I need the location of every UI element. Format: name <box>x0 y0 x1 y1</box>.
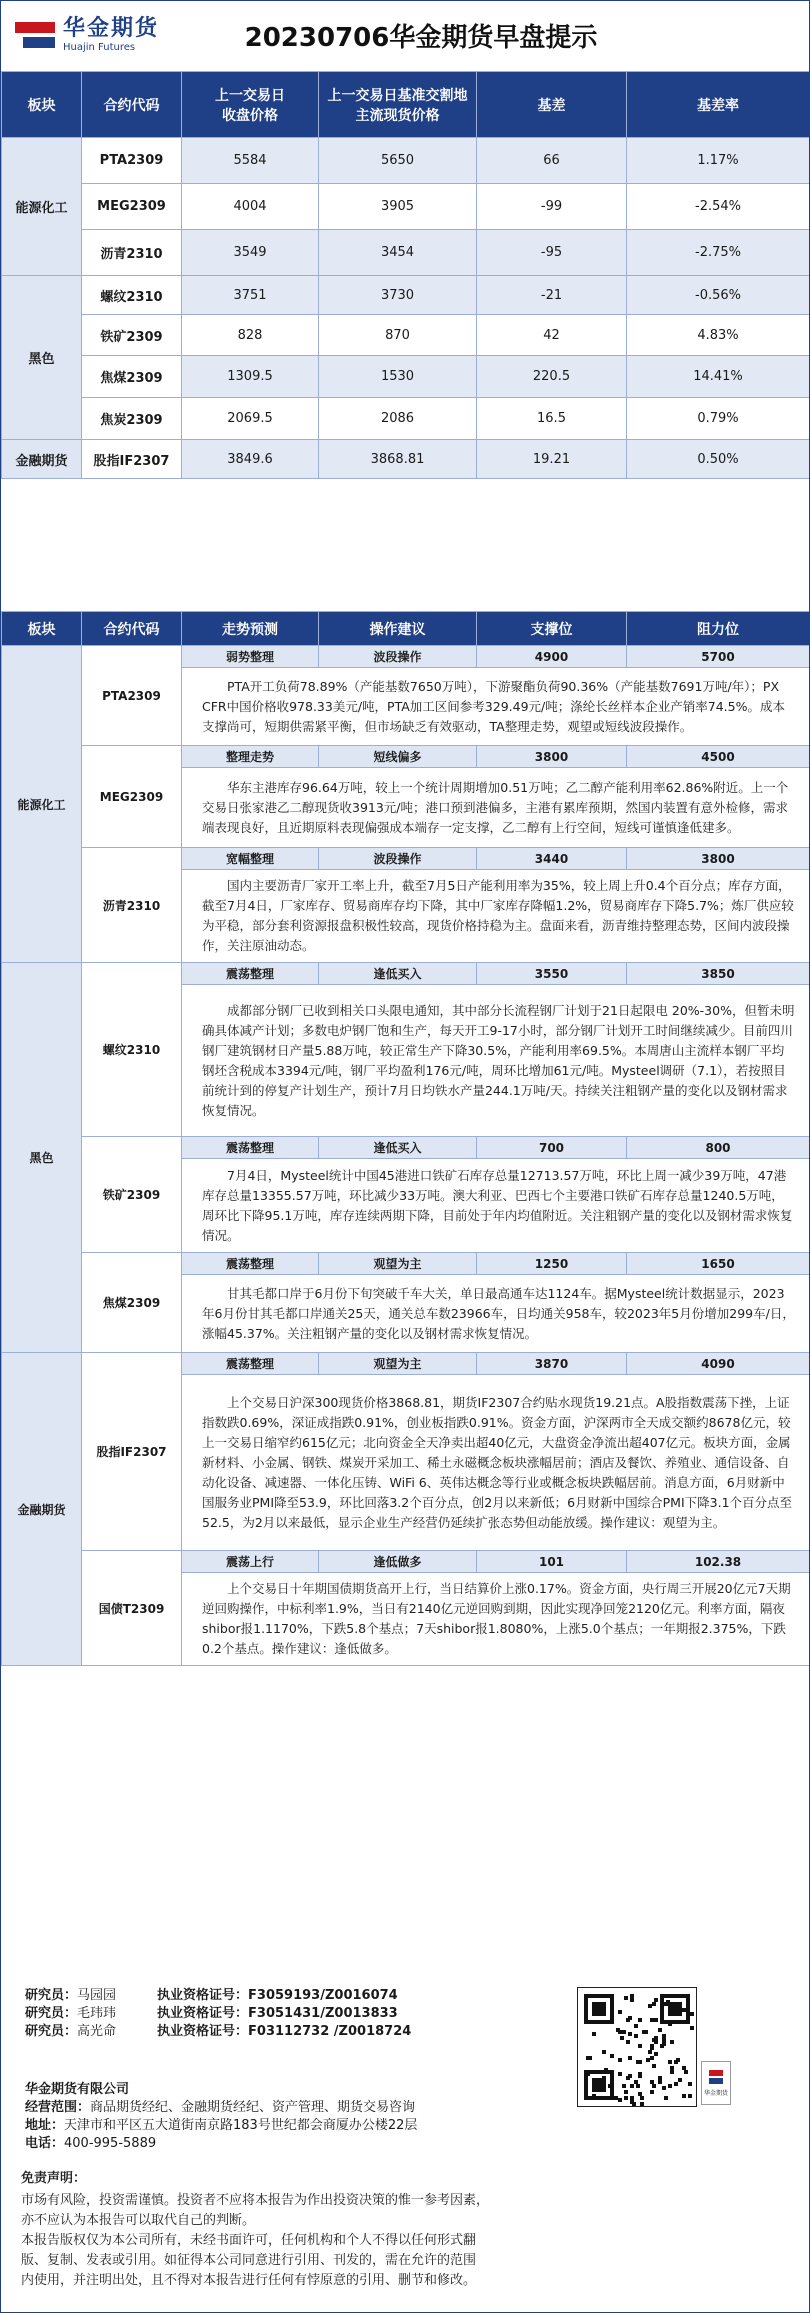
researcher-label: 研究员： <box>25 2006 78 2021</box>
analysis-trend-cell: 宽幅整理 <box>182 848 319 870</box>
contract-code-cell: PTA2309 <box>82 646 182 746</box>
price-code-cell: 焦煤2309 <box>82 356 182 398</box>
price-header-cell: 上一交易日 收盘价格 <box>182 72 319 138</box>
analysis-table <box>1 611 810 1666</box>
qr-code-icon <box>577 1987 697 2107</box>
price-row <box>2 315 810 356</box>
analysis-support-cell: 101 <box>477 1551 627 1573</box>
price-spot-cell: 3905 <box>319 184 477 230</box>
contract-code-cell: 螺纹2310 <box>82 963 182 1137</box>
analysis-header-row <box>2 612 810 646</box>
price-row <box>2 230 810 276</box>
analysis-header-cell: 合约代码 <box>82 612 182 646</box>
price-code-cell: 焦炭2309 <box>82 398 182 440</box>
price-code-cell: 螺纹2310 <box>82 276 182 315</box>
company-name: 华金期货有限公司 <box>25 2082 130 2097</box>
sector-cell: 金融期货 <box>2 1353 82 1666</box>
price-close-cell: 4004 <box>182 184 319 230</box>
price-header-cell: 基差 <box>477 72 627 138</box>
disclaimer-line: 市场有风险，投资需谨慎。投资者不应将本报告为作出投资决策的惟一参考因素， <box>21 2193 490 2208</box>
sector-cell: 能源化工 <box>2 138 82 276</box>
logo-en: Huajin Futures <box>63 42 136 53</box>
qr-caption: 华金期货 <box>703 2090 728 2097</box>
analysis-support-cell: 3800 <box>477 746 627 768</box>
researcher-row <box>25 1987 398 2005</box>
brand-mark-red-icon <box>709 2070 723 2076</box>
price-code-cell: 沥青2310 <box>82 230 182 276</box>
price-basis-cell: 66 <box>477 138 627 184</box>
analysis-support-cell: 4900 <box>477 646 627 668</box>
analysis-summary-row <box>2 1137 810 1159</box>
disclaimer-line: 亦不应认为本报告可以取代自己的判断。 <box>21 2213 256 2228</box>
analysis-trend-cell: 震荡上行 <box>182 1551 319 1573</box>
address: 地址：天津市和平区五大道街南京路183号世纪都会商厦办公楼22层 <box>25 2118 418 2133</box>
analysis-resistance-cell: 102.38 <box>627 1551 810 1573</box>
analysis-advice-cell: 观望为主 <box>319 1253 477 1275</box>
phone: 电话：400-995-5889 <box>25 2136 157 2151</box>
analysis-trend-cell: 弱势整理 <box>182 646 319 668</box>
cert-number: F3051431/Z0013833 <box>248 2006 398 2021</box>
price-row <box>2 138 810 184</box>
analysis-commentary: 上个交易日十年期国债期货高开上行，当日结算价上涨0.17%。资金方面，央行周三开展20亿元7天期逆回购操作，中标利率1.9%，当日有2140亿元逆回购到期，因此实现净回笼2120亿元。利率方面，隔夜shibor报1.1170%，下跌5.8个基点；7天shibor报1.8080%，上涨5.0个基点；一年期报2.375%，下跌0.2个基点。操作建议：逢低做多。 <box>182 1573 810 1666</box>
analysis-header-cell: 操作建议 <box>319 612 477 646</box>
contract-code-cell: 焦煤2309 <box>82 1253 182 1353</box>
disclaimer-line: 本报告版权仅为本公司所有，未经书面许可，任何机构和个人不得以任何形式翻 <box>21 2233 477 2248</box>
price-spot-cell: 3730 <box>319 276 477 315</box>
disclaimer-text <box>21 2191 489 2291</box>
price-spot-cell: 5650 <box>319 138 477 184</box>
analysis-header-cell: 支撑位 <box>477 612 627 646</box>
analysis-header-cell: 板块 <box>2 612 82 646</box>
analysis-summary-row <box>2 1353 810 1375</box>
price-spot-cell: 3868.81 <box>319 440 477 479</box>
price-code-cell: MEG2309 <box>82 184 182 230</box>
price-header-cell: 合约代码 <box>82 72 182 138</box>
analysis-summary-row <box>2 746 810 768</box>
logo-mark-icon <box>15 15 55 55</box>
price-code-cell: 铁矿2309 <box>82 315 182 356</box>
analysis-resistance-cell: 4090 <box>627 1353 810 1375</box>
analysis-advice-cell: 观望为主 <box>319 1353 477 1375</box>
cert-number: F03112732 /Z0018724 <box>248 2024 412 2039</box>
analysis-support-cell: 3550 <box>477 963 627 985</box>
sector-cell: 黑色 <box>2 276 82 440</box>
sector-cell: 金融期货 <box>2 440 82 479</box>
price-rate-cell: -2.75% <box>627 230 810 276</box>
price-header-cell: 基差率 <box>627 72 810 138</box>
analysis-summary-row <box>2 646 810 668</box>
analysis-resistance-cell: 3850 <box>627 963 810 985</box>
analysis-trend-cell: 震荡整理 <box>182 1253 319 1275</box>
sector-cell: 黑色 <box>2 963 82 1353</box>
analysis-resistance-cell: 4500 <box>627 746 810 768</box>
analysis-advice-cell: 逢低做多 <box>319 1551 477 1573</box>
researcher-label: 研究员： <box>25 2024 78 2039</box>
price-row <box>2 356 810 398</box>
price-header-cell: 板块 <box>2 72 82 138</box>
price-rate-cell: 0.79% <box>627 398 810 440</box>
analysis-summary-row <box>2 1253 810 1275</box>
cert-label: 执业资格证号： <box>157 2024 249 2039</box>
brand-mark-blue-icon <box>709 2078 723 2084</box>
price-close-cell: 828 <box>182 315 319 356</box>
price-header-cell: 上一交易日基准交割地 主流现货价格 <box>319 72 477 138</box>
analysis-resistance-cell: 5700 <box>627 646 810 668</box>
price-code-cell: 股指IF2307 <box>82 440 182 479</box>
analysis-summary-row <box>2 848 810 870</box>
researcher-name: 高光命 <box>77 2024 117 2039</box>
business-scope: 经营范围：商品期货经纪、金融期货经纪、资产管理、期货交易咨询 <box>25 2100 416 2115</box>
analysis-advice-cell: 逢低买入 <box>319 1137 477 1159</box>
analysis-support-cell: 1250 <box>477 1253 627 1275</box>
price-rate-cell: -2.54% <box>627 184 810 230</box>
price-spot-cell: 1530 <box>319 356 477 398</box>
price-code-cell: PTA2309 <box>82 138 182 184</box>
price-close-cell: 2069.5 <box>182 398 319 440</box>
page-title: 20230706华金期货早盘提示 <box>244 23 598 53</box>
analysis-summary-row <box>2 963 810 985</box>
researcher-label: 研究员： <box>25 1988 78 2003</box>
price-spot-cell: 3454 <box>319 230 477 276</box>
contract-code-cell: 沥青2310 <box>82 848 182 963</box>
disclaimer-line: 版、复制、发表或引用。如征得本公司同意进行引用、刊发的，需在允许的范围 <box>21 2253 477 2268</box>
price-basis-cell: 16.5 <box>477 398 627 440</box>
price-rate-cell: 0.50% <box>627 440 810 479</box>
price-close-cell: 5584 <box>182 138 319 184</box>
price-close-cell: 3549 <box>182 230 319 276</box>
analysis-resistance-cell: 800 <box>627 1137 810 1159</box>
price-basis-cell: -21 <box>477 276 627 315</box>
analysis-commentary: 7月4日，Mysteel统计中国45港进口铁矿石库存总量12713.57万吨，环比上周一减少39万吨，47港库存总量13355.57万吨，环比减少33万吨。澳大利亚、巴西七个主要港口铁矿石库存总量1240.5万吨，周环比下降95.1万吨，库存连续两期下降，目前处于年内均值附近。关注粗钢产量的变化以及钢材需求恢复情况。 <box>182 1159 810 1253</box>
qr-brand-tag <box>701 2061 731 2105</box>
analysis-trend-cell: 整理走势 <box>182 746 319 768</box>
analysis-commentary: 国内主要沥青厂家开工率上升，截至7月5日产能利用率为35%，较上周上升0.4个百分点；库存方面，截至7月4日，厂家库存、贸易商库存均下降，其中厂家库存降幅1.2%，贸易商库存下降5.7%；炼厂供应较为平稳，部分套利资源报盘积极性较高，现货价格持稳为主。盘面来看，沥青维持整理态势，区间内波段操作，关注原油动态。 <box>182 870 810 963</box>
disclaimer-title: 免责声明： <box>21 2171 87 2186</box>
contract-code-cell: 铁矿2309 <box>82 1137 182 1253</box>
analysis-support-cell: 3440 <box>477 848 627 870</box>
price-basis-cell: 42 <box>477 315 627 356</box>
analysis-advice-cell: 逢低买入 <box>319 963 477 985</box>
price-rate-cell: 1.17% <box>627 138 810 184</box>
analysis-trend-cell: 震荡整理 <box>182 963 319 985</box>
analysis-advice-cell: 波段操作 <box>319 646 477 668</box>
analysis-advice-cell: 波段操作 <box>319 848 477 870</box>
price-close-cell: 1309.5 <box>182 356 319 398</box>
contract-code-cell: MEG2309 <box>82 746 182 848</box>
disclaimer-line: 内使用，并注明出处，且不得对本报告进行任何有悖原意的引用、删节和修改。 <box>21 2273 477 2288</box>
price-table <box>1 71 810 479</box>
price-basis-cell: 19.21 <box>477 440 627 479</box>
analysis-commentary: 上个交易日沪深300现货价格3868.81，期货IF2307合约贴水现货19.21点。A股指数震荡下挫，上证指数跌0.69%，深证成指跌0.91%，创业板指跌0.91%。资金方面，沪深两市全天成交额约8678亿元，较上一交易日缩窄约615亿元；北向资金全天净卖出超40亿元，大盘资金净流出超407亿元。板块方面，金属新材料、小金属、钢铁、煤炭开采加工、稀土永磁概念板块涨幅居前；酒店及餐饮、养殖业、通信设备、自动化设备、减速器、一体化压铸、WiFi 6、英伟达概念等行业或概念板块跌幅居前。消息方面，6月财新中国服务业PMI降至53.9，环比回落3.2个百分点，创2月以来新低；6月财新中国综合PMI下降3.1个百分点至52.5，为2月以来最低，显示企业生产经营仍延续扩张态势但动能放缓。操作建议：观望为主。 <box>182 1375 810 1551</box>
cert-number: F3059193/Z0016074 <box>248 1988 398 2003</box>
researcher-name: 毛玮玮 <box>77 2006 117 2021</box>
contract-code-cell: 股指IF2307 <box>82 1353 182 1551</box>
analysis-commentary: 甘其毛都口岸于6月份下旬突破千车大关，单日最高通车达1124车。据Mysteel统计数据显示，2023年6月份甘其毛都口岸通关25天，通关总车数23966车，日均通关958车，较2023年5月份增加299车/日，涨幅45.37%。关注粗钢产量的变化以及钢材需求恢复情况。 <box>182 1275 810 1353</box>
cert-label: 执业资格证号： <box>157 2006 249 2021</box>
analysis-summary-row <box>2 1551 810 1573</box>
researcher-row <box>25 2005 398 2023</box>
price-spot-cell: 2086 <box>319 398 477 440</box>
analysis-header-cell: 阻力位 <box>627 612 810 646</box>
price-rate-cell: 4.83% <box>627 315 810 356</box>
cert-label: 执业资格证号： <box>157 1988 249 2003</box>
analysis-trend-cell: 震荡整理 <box>182 1353 319 1375</box>
analysis-trend-cell: 震荡整理 <box>182 1137 319 1159</box>
price-header-row <box>2 72 810 138</box>
analysis-resistance-cell: 1650 <box>627 1253 810 1275</box>
price-basis-cell: -95 <box>477 230 627 276</box>
researcher-row <box>25 2023 411 2041</box>
analysis-support-cell: 700 <box>477 1137 627 1159</box>
price-row <box>2 398 810 440</box>
report-header <box>1 1 809 71</box>
price-basis-cell: -99 <box>477 184 627 230</box>
price-rate-cell: -0.56% <box>627 276 810 315</box>
price-basis-cell: 220.5 <box>477 356 627 398</box>
price-row <box>2 276 810 315</box>
price-spot-cell: 870 <box>319 315 477 356</box>
price-row <box>2 184 810 230</box>
company-logo <box>15 15 159 55</box>
researcher-name: 马园园 <box>77 1988 117 2003</box>
analysis-advice-cell: 短线偏多 <box>319 746 477 768</box>
analysis-resistance-cell: 3800 <box>627 848 810 870</box>
sector-cell: 能源化工 <box>2 646 82 963</box>
price-row <box>2 440 810 479</box>
price-close-cell: 3751 <box>182 276 319 315</box>
analysis-commentary: 华东主港库存96.64万吨，较上一个统计周期增加0.51万吨；乙二醇产能利用率62.86%附近。上一个交易日张家港乙二醇现货收3913元/吨；港口预到港偏多，主港有累库预期，然国内装置有意外检修，需求端表现良好，且近期原料表现偏强成本端存一定支撑，乙二醇有上行空间，短线可谨慎逢低建多。 <box>182 768 810 848</box>
analysis-header-cell: 走势预测 <box>182 612 319 646</box>
contract-code-cell: 国债T2309 <box>82 1551 182 1666</box>
analysis-commentary: 成都部分钢厂已收到相关口头限电通知，其中部分长流程钢厂计划于21日起限电 20%-30%，但暂未明确具体减产计划；多数电炉钢厂饱和生产，每天开工9-17小时，部分钢厂计划开工时间继续减少。目前四川钢厂建筑钢材日产量5.88万吨，较正常生产下降30.5%，产能利用率69.5%。本周唐山主流样本钢厂平均钢坯含税成本3394元/吨，钢厂平均盈利176元/吨，周环比增加61元/吨。Mysteel调研（7.1），若按照目前统计到的停复产计划生产，预计7月日均铁水产量244.1万吨/天。持续关注粗钢产量的变化以及钢材需求恢复情况。 <box>182 985 810 1137</box>
analysis-support-cell: 3870 <box>477 1353 627 1375</box>
logo-cn: 华金期货 <box>63 16 160 41</box>
price-rate-cell: 14.41% <box>627 356 810 398</box>
price-close-cell: 3849.6 <box>182 440 319 479</box>
analysis-commentary: PTA开工负荷78.89%（产能基数7650万吨），下游聚酯负荷90.36%（产能基数7691万吨/年）；PX CFR中国价格收978.33美元/吨，PTA加工区间参考329.49元/吨；涤纶长丝样本企业产销率74.5%。成本支撑尚可，短期供需紧平衡，但市场缺乏有效驱动，TA整理走势，观望或短线波段操作。 <box>182 668 810 746</box>
